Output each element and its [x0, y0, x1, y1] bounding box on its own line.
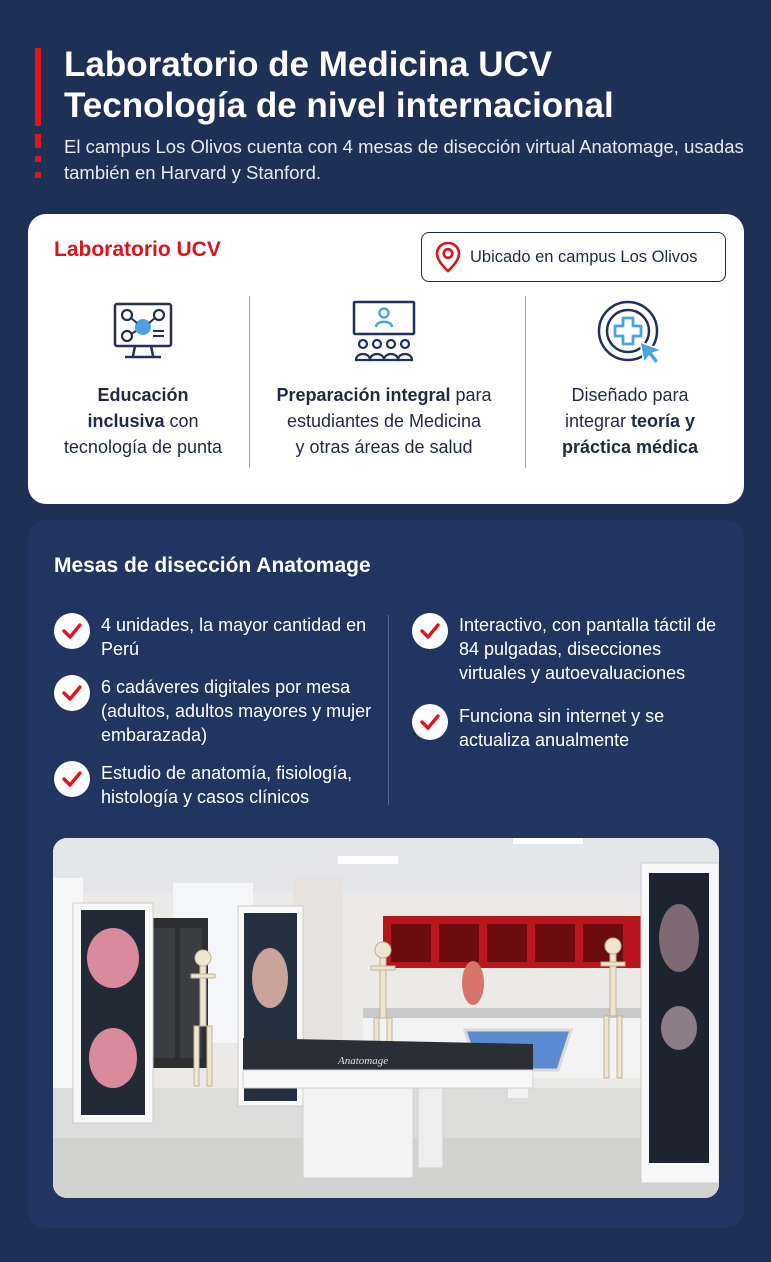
page-subtitle: El campus Los Olivos cuenta con 4 mesas de disección virtual Anatomage, usadas también en Harvard y Stanford. [64, 136, 744, 183]
feature-text: Diseñado para integrar teoría y práctica médica [561, 385, 699, 457]
feature-text: Educación inclusiva con tecnología de punta [63, 385, 223, 457]
lab-card [28, 214, 744, 504]
lab-room-illustration [53, 838, 719, 1198]
list-item: 4 unidades, la mayor cantidad en Perú [54, 613, 374, 661]
screen-network-icon [109, 298, 177, 366]
feature-theory-practice [520, 298, 740, 460]
anatomage-heading: Mesas de disección Anatomage [54, 554, 371, 577]
header [0, 0, 771, 200]
accent-dash [35, 156, 41, 162]
check-icon [412, 704, 448, 740]
accent-bar [35, 48, 41, 126]
check-icon [412, 613, 448, 649]
list-item: Estudio de anatomía, fisiología, histología y casos clínicos [54, 761, 374, 809]
divider [249, 296, 250, 468]
list-item: Interactivo, con pantalla táctil de 84 pulgadas, disecciones virtuales y autoevaluaciones [412, 613, 722, 685]
page-title: Laboratorio de Medicina UCV Tecnología de nivel internacional [64, 45, 614, 125]
lab-heading: Laboratorio UCV [54, 238, 221, 261]
list-item: 6 cadáveres digitales por mesa (adultos, adultos mayores y mujer embarazada) [54, 675, 374, 747]
check-icon [54, 613, 90, 649]
location-pill [421, 232, 726, 282]
check-icon [54, 761, 90, 797]
feature-integral-preparation [274, 298, 494, 460]
list-item: Funciona sin internet y se actualiza anualmente [412, 704, 722, 752]
lab-photo [53, 838, 719, 1198]
accent-dash [35, 172, 41, 178]
location-label: Ubicado en campus Los Olivos [470, 247, 698, 266]
anatomage-brand-label: Anatomage [338, 1055, 389, 1067]
location-pin-icon [434, 241, 462, 273]
check-icon [54, 675, 90, 711]
presentation-group-icon [350, 298, 418, 366]
feature-text: Preparación integral para estudiantes de Medicina y otras áreas de salud [276, 385, 492, 457]
anatomage-card [28, 520, 744, 1228]
medical-cross-click-icon [596, 298, 664, 366]
feature-inclusive-education [33, 298, 253, 460]
column-divider [388, 615, 389, 805]
accent-dash [35, 134, 41, 148]
